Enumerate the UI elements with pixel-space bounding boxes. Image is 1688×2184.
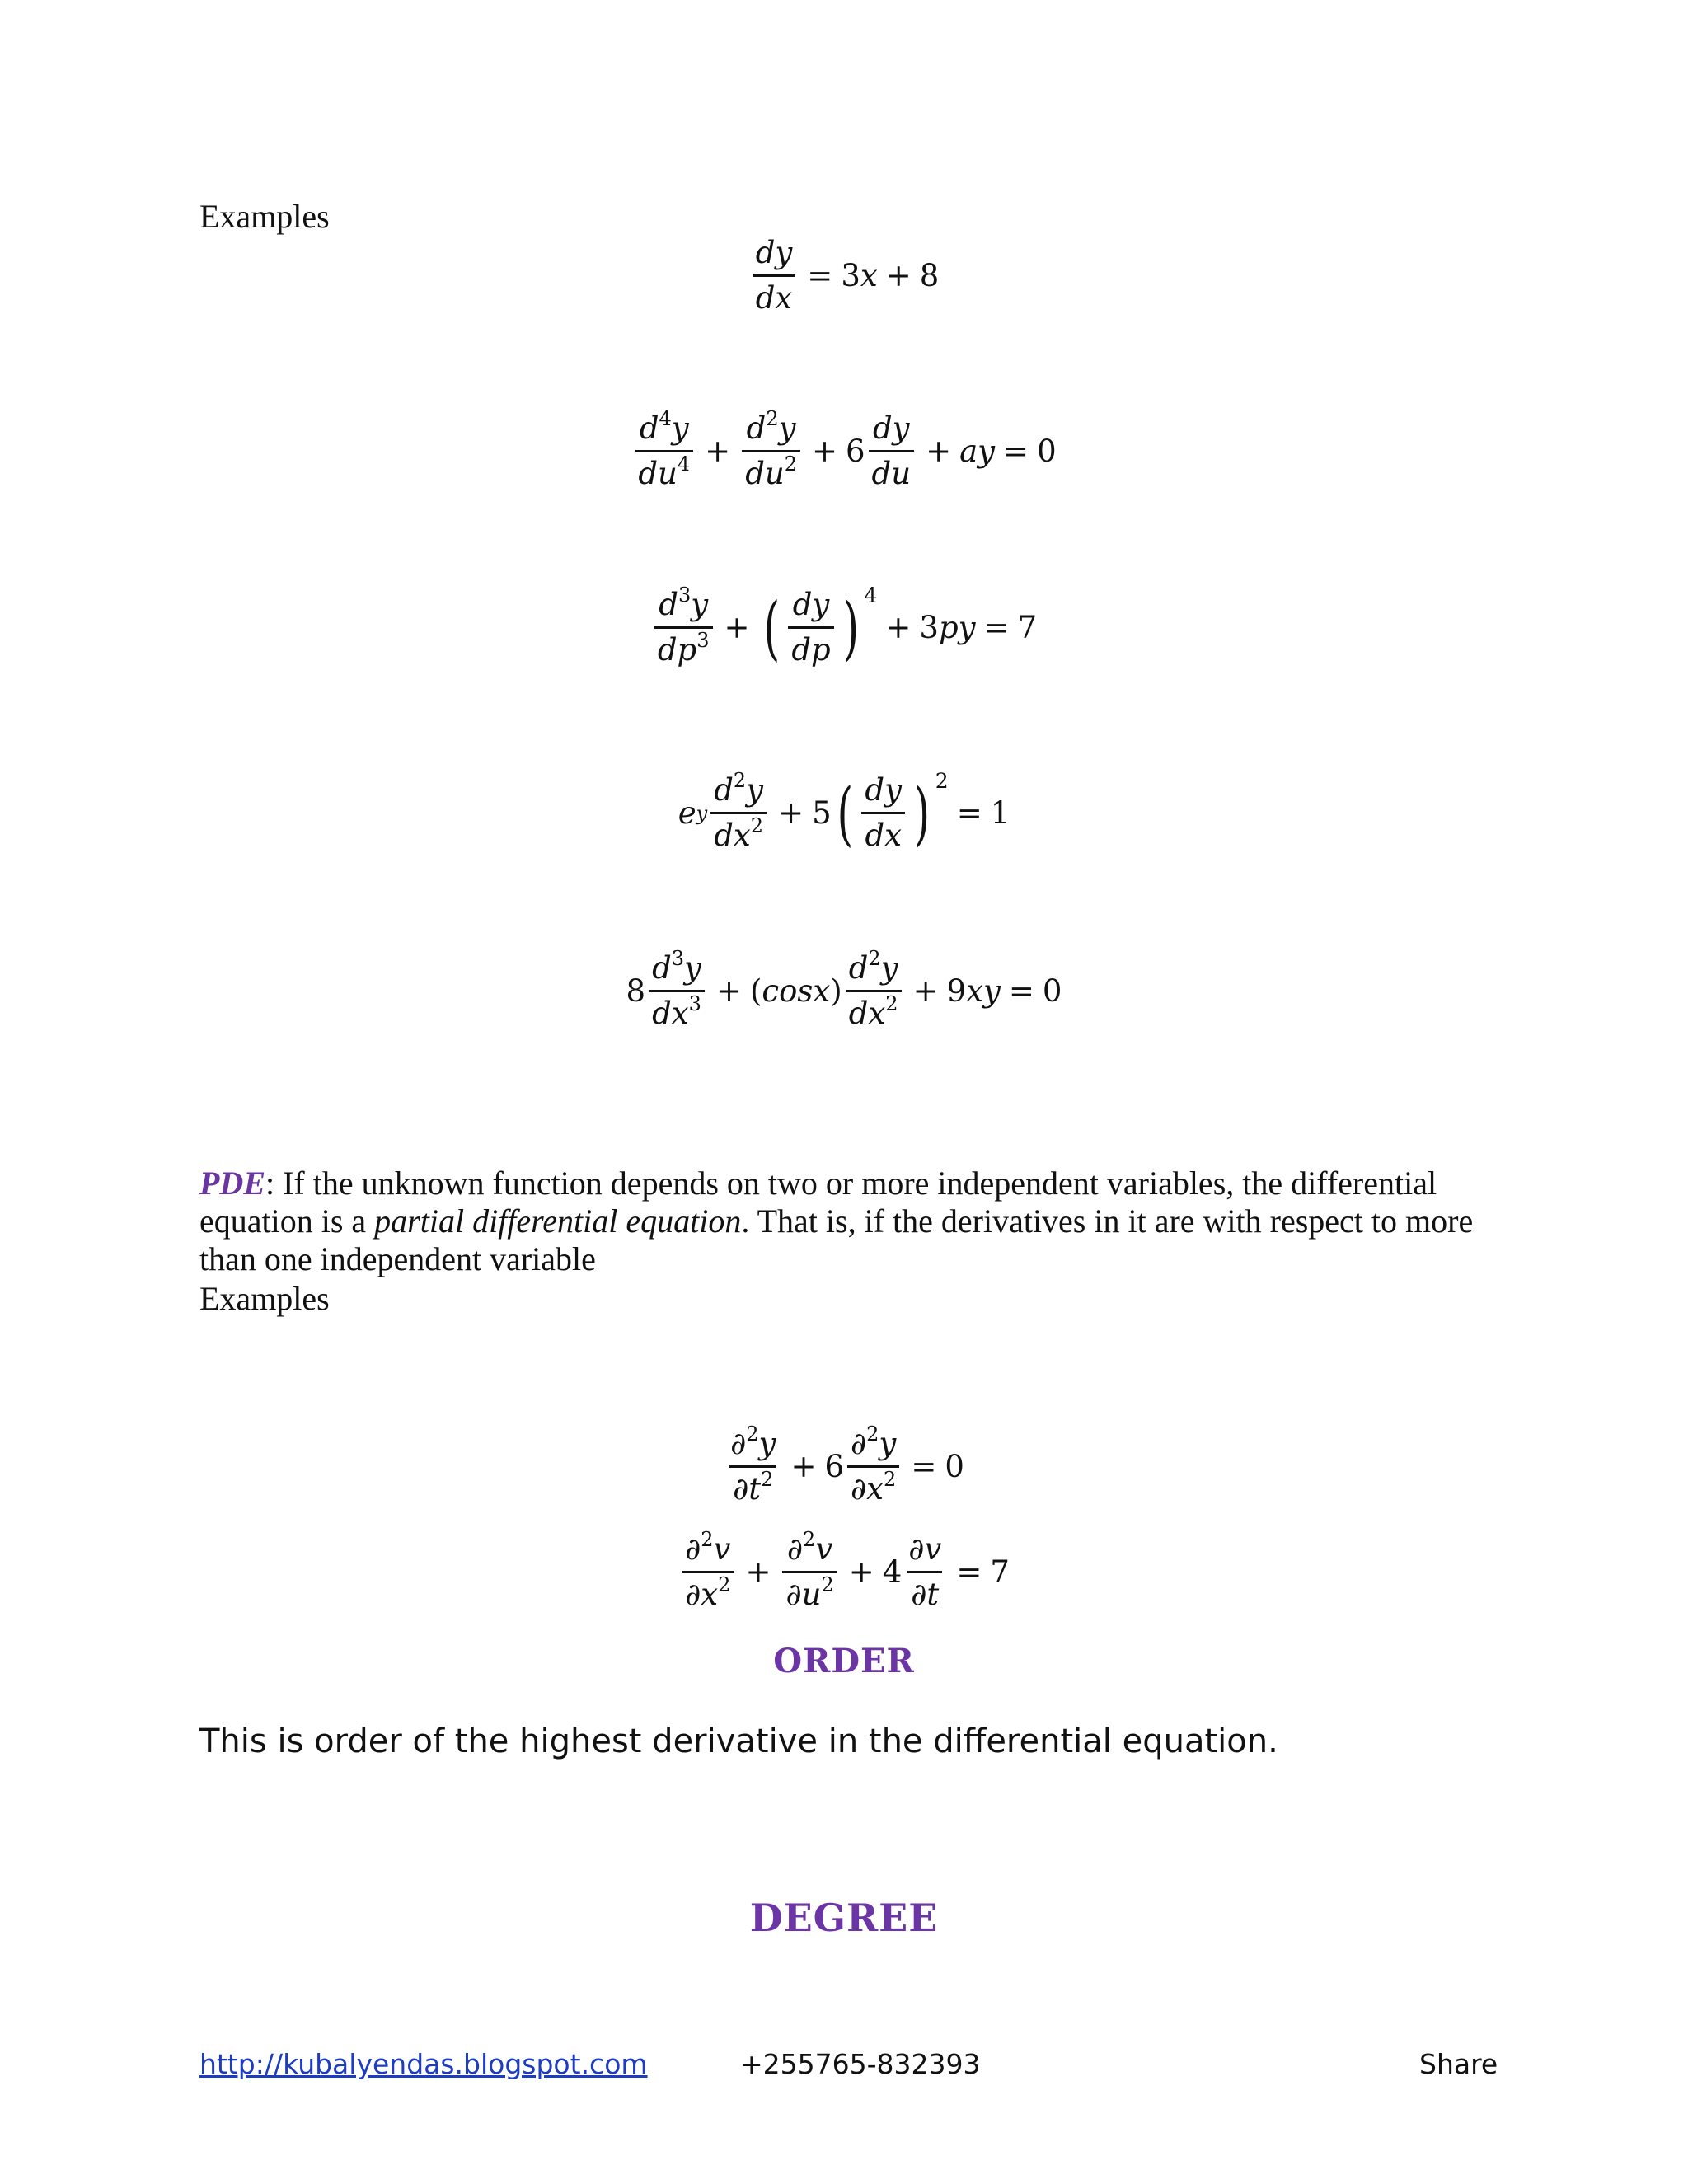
degree-heading: DEGREE bbox=[749, 1896, 939, 1940]
equation-3: $\frac{d^3y}{dp^3}$ + ( $\frac{dy}{dp}$ ) 4 + 3 py = 7 bbox=[0, 587, 1688, 668]
footer-link-wrap bbox=[199, 2048, 648, 2080]
order-heading: ORDER bbox=[773, 1642, 915, 1680]
equation-1: $\frac{dy}{dx}$ = 3 x + 8 bbox=[0, 235, 1688, 316]
pde-equation-2: $\frac{\partial^2v}{\partial x^2}$ + $\frac{\partial^2v}{\partial u^2}$ + 4 $\frac{\partial v}{\partial t}$ = 7 bbox=[0, 1531, 1688, 1613]
fraction: $\frac{dy}{dx}$ bbox=[753, 235, 796, 316]
order-description: This is order of the highest derivative in the differential equation. bbox=[199, 1722, 1278, 1760]
share-button[interactable]: Share bbox=[1419, 2048, 1498, 2080]
examples-label-ode: Examples bbox=[199, 198, 330, 235]
pde-keyword: PDE bbox=[199, 1165, 265, 1202]
pde-text-2: . That is, if the derivatives in it are with respect to more than one independent variable bbox=[199, 1202, 1474, 1277]
blog-link[interactable]: http://kubalyendas.blogspot.com bbox=[199, 2048, 648, 2080]
equation-4: e y $\frac{d^2y}{dx^2}$ + 5 ( $\frac{dy}{dx}$ ) 2 = 1 bbox=[678, 769, 1010, 854]
pde-italic-term: partial differential equation bbox=[374, 1202, 742, 1240]
pde-paragraph bbox=[199, 1165, 1502, 1278]
equation-5: 8 $\frac{d^3y}{dx^3}$ + ( cosx ) $\frac{d^2y}{dx^2}$ + 9 xy = 0 bbox=[626, 947, 1062, 1031]
pde-equation-1: $\frac{\partial^2y}{\partial t^2}$ + 6 $\frac{\partial^2y}{\partial x^2}$ = 0 bbox=[730, 1422, 964, 1507]
equation-2: $\frac{d^4y}{du^4}$ + $\frac{d^2y}{du^2}$ + 6 $\frac{dy}{du}$ + ay = 0 bbox=[0, 410, 1688, 492]
pde-text-1: : If the unknown function depends on two or more independent variables, the differential equation is a bbox=[199, 1165, 1437, 1240]
examples-label-pde: Examples bbox=[199, 1280, 330, 1317]
footer-phone: +255765-832393 bbox=[740, 2048, 981, 2080]
